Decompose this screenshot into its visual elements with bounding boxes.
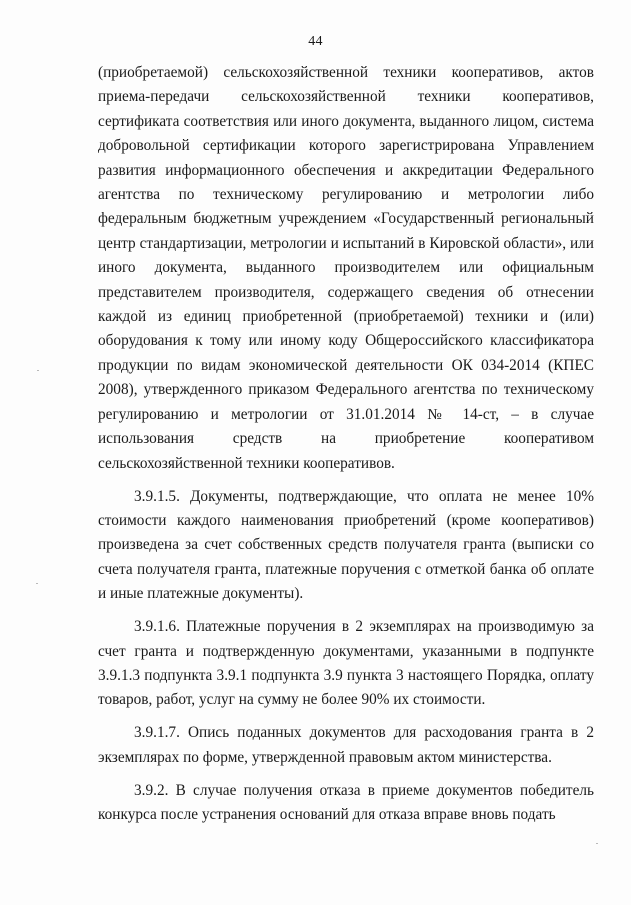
paragraph-continuation: (приобретаемой) сельскохозяйственной техники кооперативов, актов приема-передачи сельскохозяйственной техники кооперативов, сертификата соответствия или иного документа, выданного лицом, система добровольной сертификации которого зарегистрирована Управлением развития информационного обеспечения и аккредитации Федерального агентства по техническому регулированию и метрологии либо федеральным бюджетным учреждением «Государственный региональный центр стандартизации, метрологии и испытаний в Кировской области», или иного документа, выданного производителем или официальным представителем производителя, содержащего сведения об отнесении каждой из единиц приобретенной (приобретаемой) техники и (или) оборудования к тому или иному коду Общероссийского классификатора продукции по видам экономической деятельности ОК 034-2014 (КПЕС 2008), утвержденного приказом Федерального агентства по техническому регулированию и метрологии от 31.01.2014 № 14-ст, – в случае использования средств на приобретение кооперативом сельскохозяйственной техники кооперативов. [98, 64, 594, 472]
paragraph-3-9-1-5: 3.9.1.5. Документы, подтверждающие, что оплата не менее 10% стоимости каждого наименования приобретений (кроме кооперативов) произведена за счет собственных средств получателя гранта (выписки со счета получателя гранта, платежные поручения с отметкой банка об оплате и иные платежные документы). [98, 487, 594, 603]
scan-speck [37, 370, 39, 371]
page-number: 44 [308, 34, 323, 49]
paragraph-3-9-2: 3.9.2. В случае получения отказа в приеме документов победитель конкурса после устранения оснований для отказа вправе вновь подать [98, 781, 594, 824]
scan-speck [36, 583, 38, 584]
scan-speck [596, 843, 598, 844]
paragraph-3-9-1-7: 3.9.1.7. Опись поданных документов для расходования гранта в 2 экземплярах по форме, утвержденной правовым актом министерства. [98, 724, 594, 766]
paragraph-3-9-1-6: 3.9.1.6. Платежные поручения в 2 экземплярах на производимую за счет гранта и подтвержденную документами, указанными в подпункте 3.9.1.3 подпункта 3.9.1 подпункта 3.9 пункта 3 настоящего Порядка, оплату товаров, работ, услуг на сумму не более 90% их стоимости. [98, 618, 594, 709]
document-body [98, 61, 594, 836]
